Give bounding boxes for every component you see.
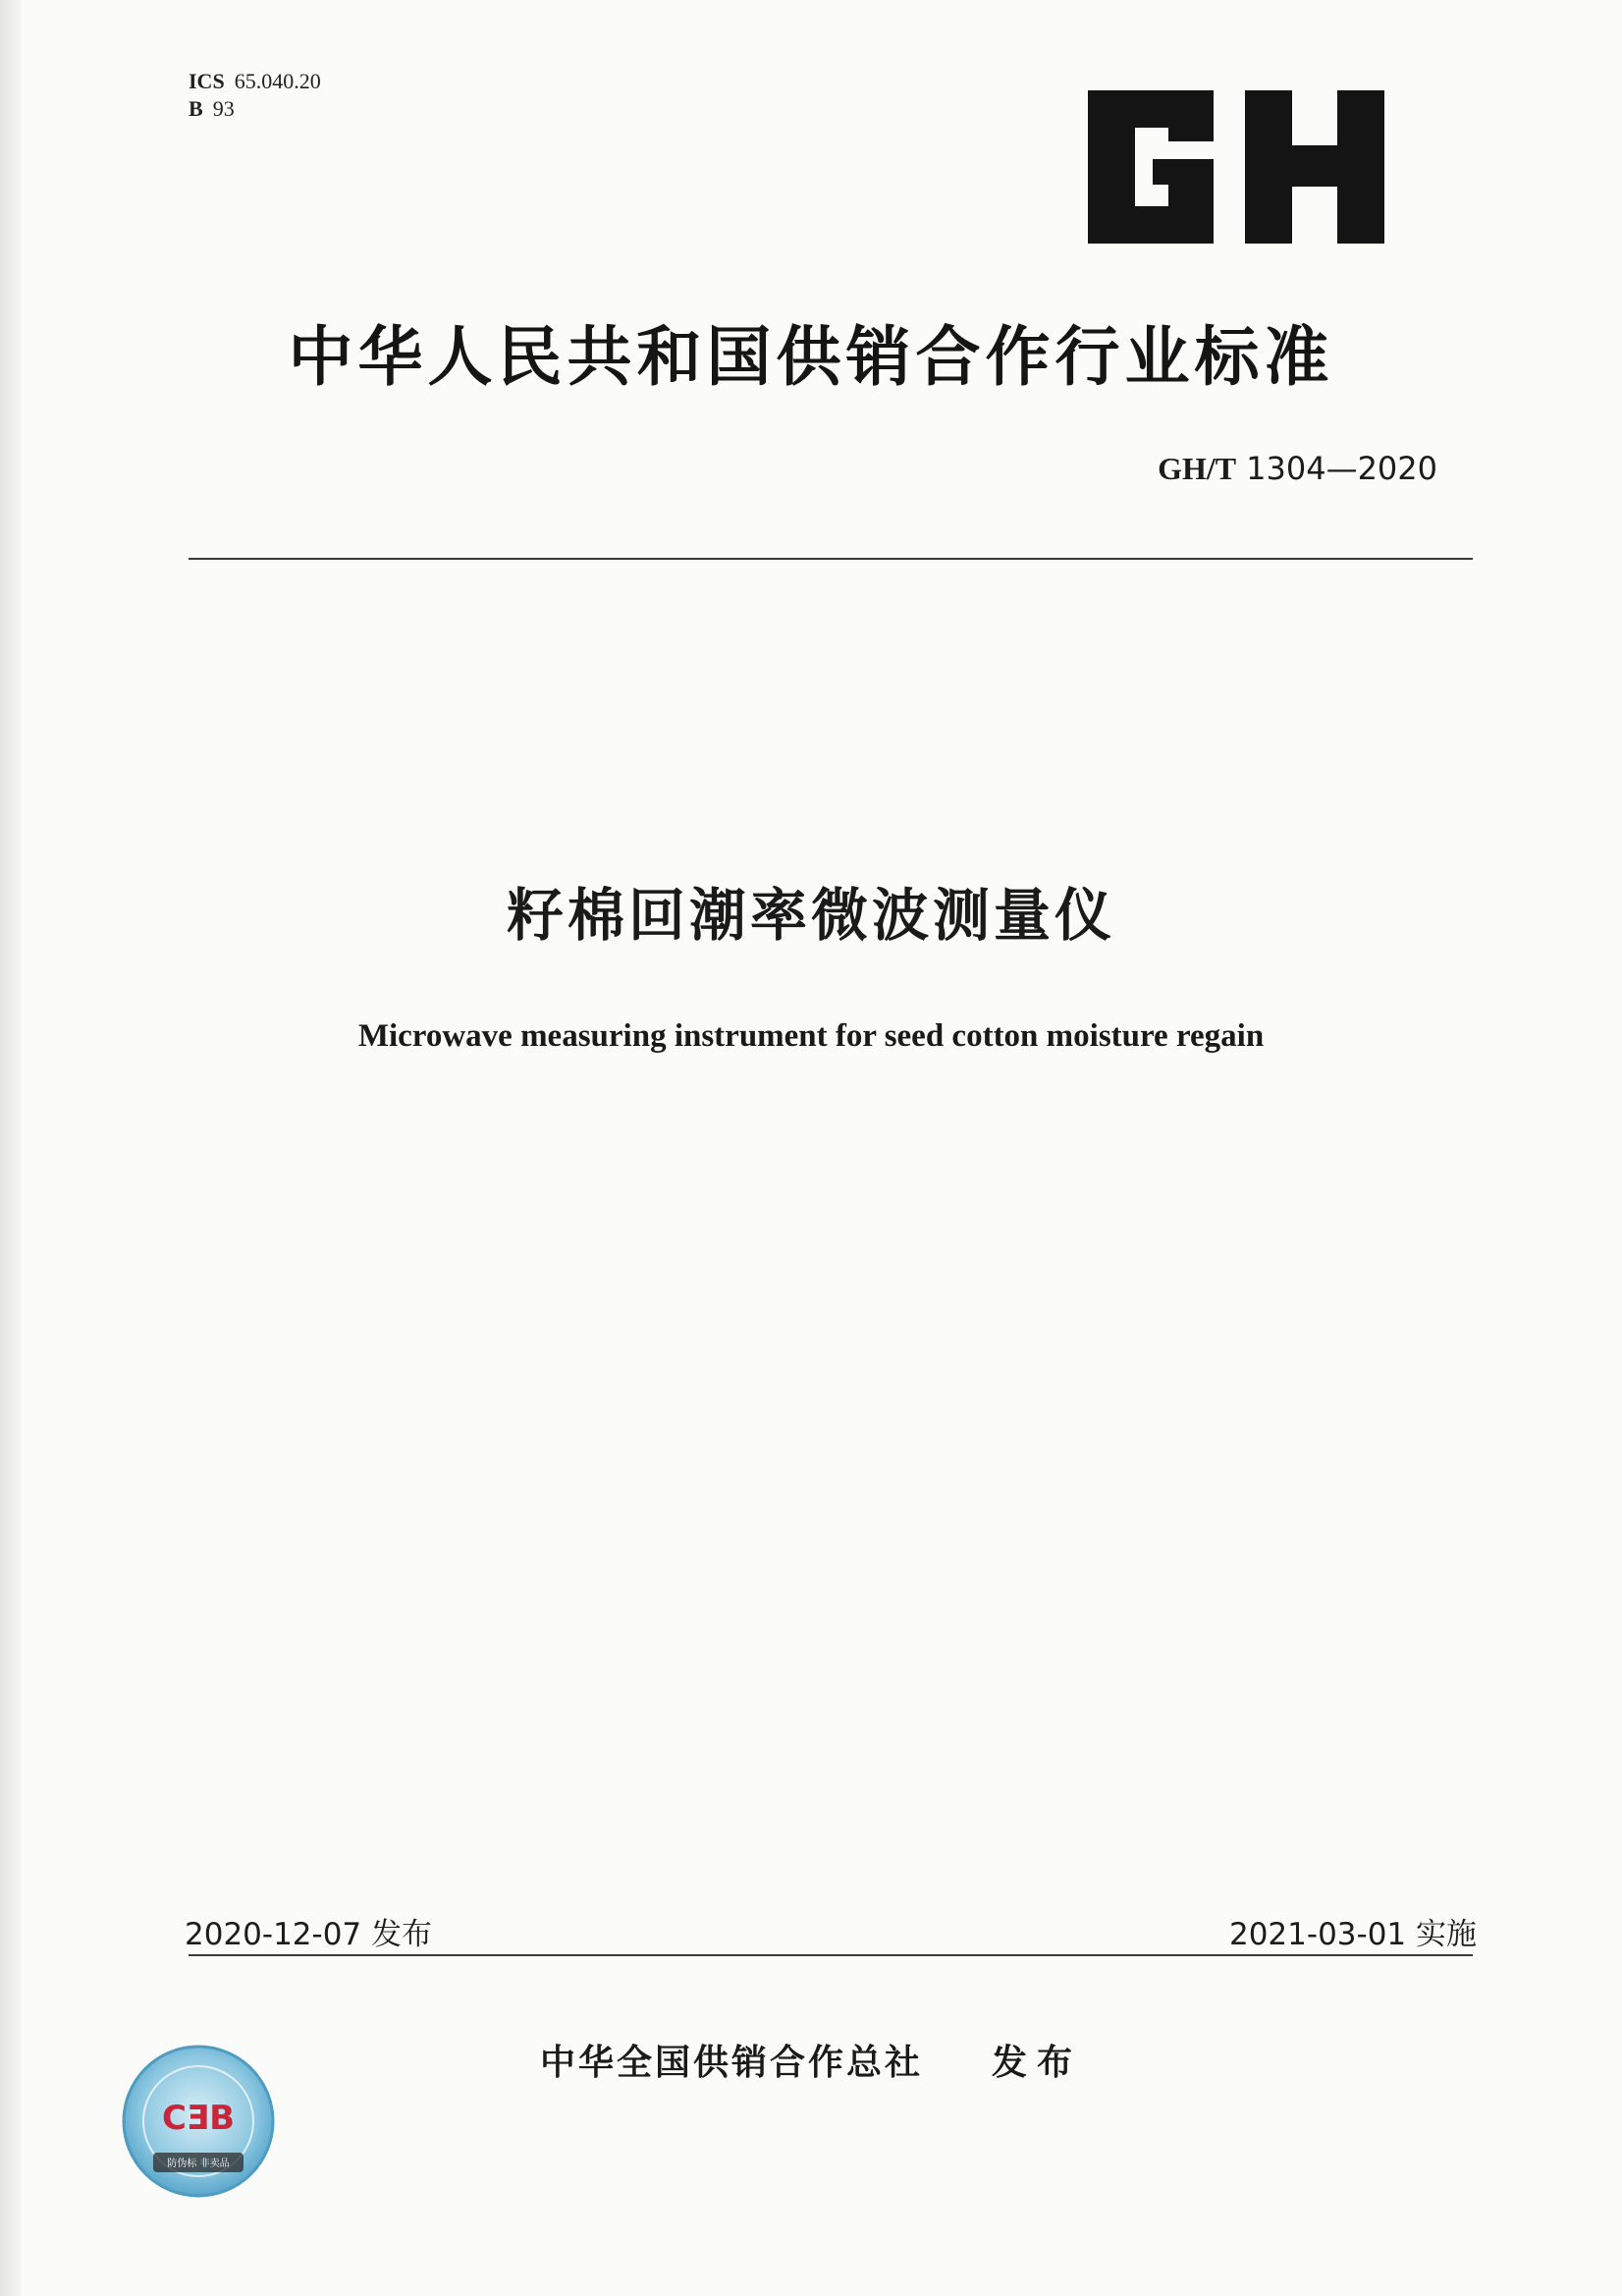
document-title-chinese: 籽棉回潮率微波测量仪 — [506, 882, 1115, 949]
footer-divider — [189, 1954, 1473, 1956]
ccs-code: 93 — [212, 96, 235, 121]
ics-code: 65.040.20 — [234, 69, 321, 93]
implementation-date: 2021-03-01 实施 — [1228, 1917, 1477, 1952]
publisher-action: 发布 — [992, 2043, 1083, 2083]
ics-label: ICS — [189, 69, 225, 93]
publish-date: 2020-12-07 发布 — [185, 1917, 433, 1952]
gh-logo — [1088, 90, 1384, 244]
publisher-name: 中华全国供销合作总社 — [539, 2043, 923, 2083]
anti-counterfeit-seal — [120, 2043, 277, 2200]
ccs-classification — [189, 96, 235, 122]
ics-classification — [189, 69, 321, 94]
standard-number-prefix: GH/T — [1158, 451, 1237, 486]
ccs-label: B — [189, 96, 203, 121]
document-title-english: Microwave measuring instrument for seed cotton moisture regain — [357, 1018, 1265, 1054]
standard-title: 中华人民共和国供销合作行业标准 — [288, 319, 1334, 395]
standard-number-value: 1304—2020 — [1246, 450, 1437, 487]
standard-number — [1158, 450, 1437, 487]
seal-mark: ⅭƎB — [161, 2099, 236, 2138]
seal-bottom-text: 防伪标 非卖品 — [167, 2159, 230, 2169]
header-divider — [189, 558, 1473, 560]
